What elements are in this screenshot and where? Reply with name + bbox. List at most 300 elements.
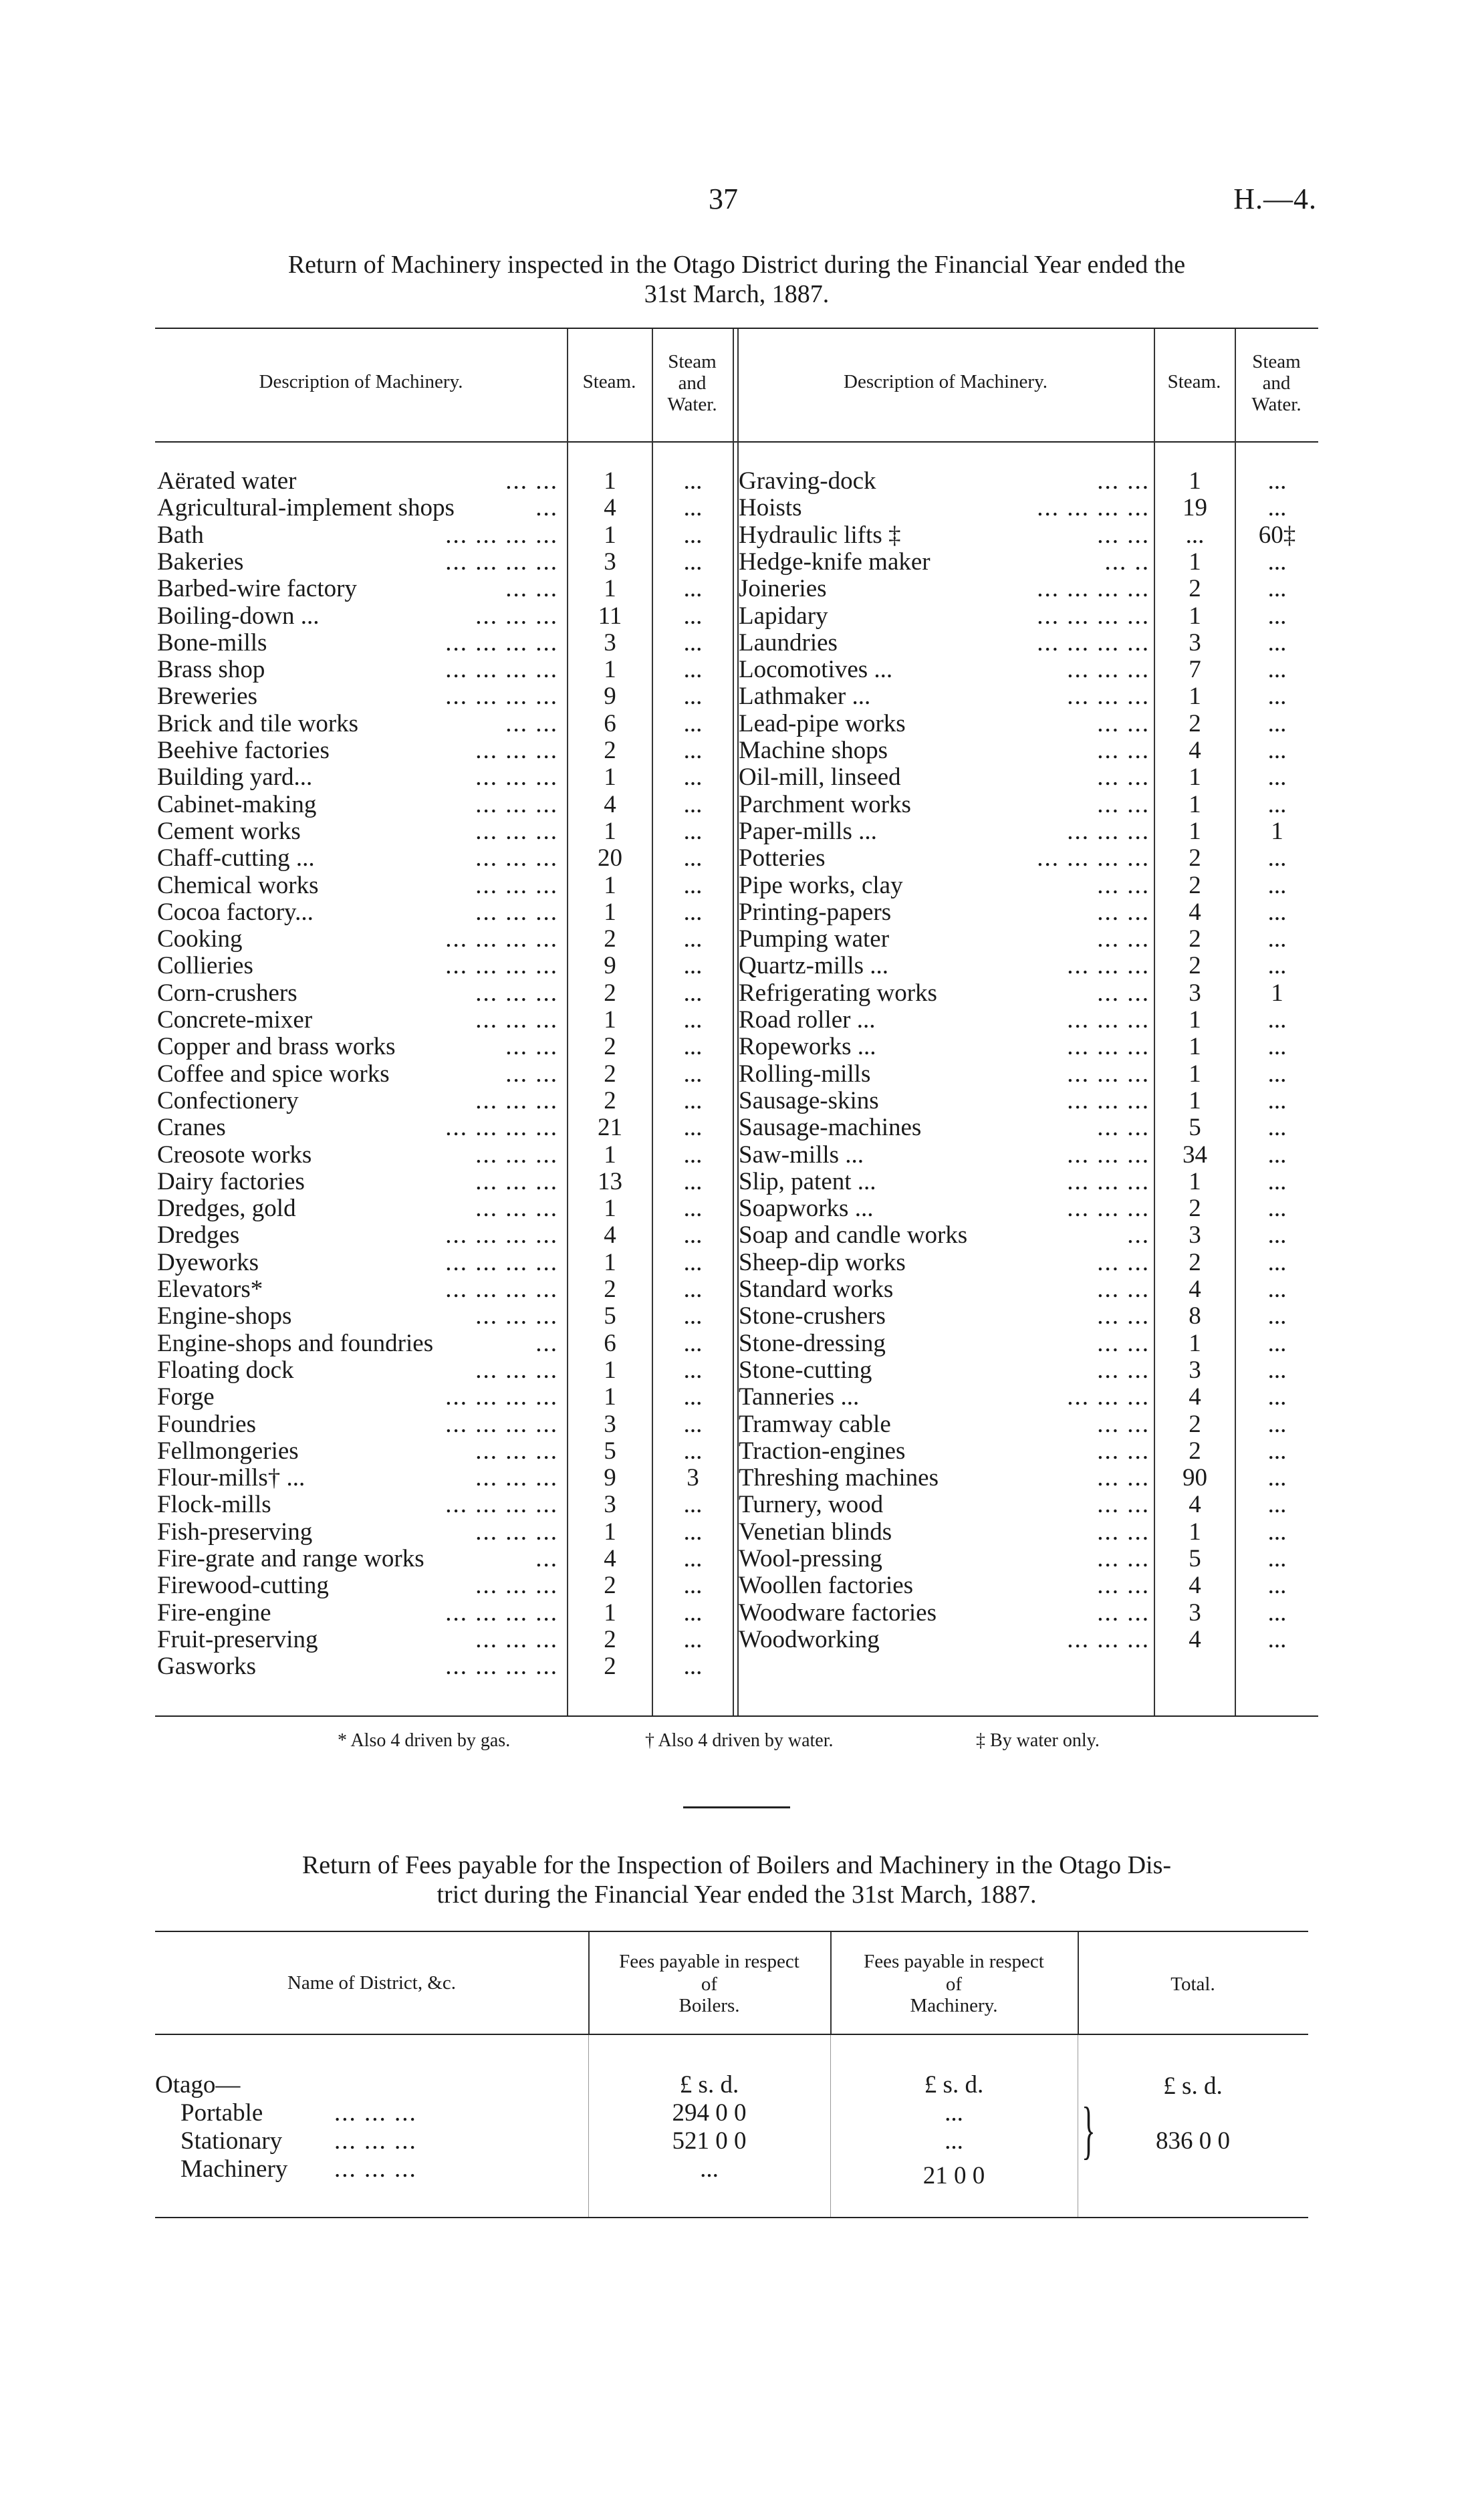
machinery-row: [0, 1465, 1484, 1492]
machinery-name: Potteries: [739, 844, 826, 872]
steam-and-water-count: ...: [683, 709, 703, 737]
steam-and-water-count: ...: [1267, 709, 1287, 737]
steam-count: 2: [604, 737, 616, 764]
machinery-name: Forge: [157, 1383, 215, 1411]
machinery-name: Paper-mills ...: [739, 817, 877, 845]
machinery-name: Bakeries: [157, 548, 244, 576]
machinery-name: Breweries: [157, 683, 257, 711]
steam-count: 2: [1189, 1437, 1201, 1465]
machinery-row: [0, 872, 1484, 899]
leader-dots: ... ... ...: [475, 898, 558, 926]
steam-and-water-count: ...: [1267, 1167, 1287, 1195]
leader-dots: ... ... ...: [475, 1167, 558, 1195]
leader-dots: ... ... ...: [1067, 1006, 1150, 1034]
steam-count: 90: [1183, 1464, 1207, 1492]
steam-count: 1: [1189, 1033, 1201, 1061]
steam-count: 1: [604, 1006, 616, 1034]
leader-dots: ...: [535, 494, 558, 522]
leader-dots: ... ... ...: [475, 763, 558, 792]
steam-and-water-count: 1: [1271, 817, 1283, 845]
steam-and-water-count: ...: [1267, 1491, 1287, 1519]
machinery-name: Stone-dressing: [739, 1329, 886, 1357]
steam-and-water-count: ...: [1267, 1006, 1287, 1034]
leader-dots: ... ... ... ...: [445, 656, 558, 684]
machinery-name: Bone-mills: [157, 628, 267, 657]
leader-dots: ... ...: [1097, 1276, 1150, 1303]
steam-count: 4: [1189, 737, 1201, 764]
leader-dots: ... ... ... ...: [445, 683, 558, 711]
leader-dots: ... ... ... ...: [445, 521, 558, 549]
leader-dots: ... ... ... ...: [445, 628, 558, 657]
machinery-name: Flour-mills† ...: [157, 1464, 305, 1492]
steam-count: 4: [604, 1545, 616, 1572]
steam-and-water-count: ...: [683, 575, 703, 603]
steam-and-water-count: ...: [683, 1598, 703, 1627]
machinery-name: Locomotives ...: [739, 656, 893, 684]
leader-dots: ... ... ...: [475, 1006, 558, 1034]
machinery-name: Beehive factories: [157, 737, 330, 764]
steam-and-water-count: 3: [687, 1464, 699, 1492]
steam-count: 1: [604, 656, 616, 684]
page-reference: H.—4.: [1233, 183, 1317, 215]
leader-dots: ... ...: [1097, 1410, 1150, 1438]
leader-dots: ... ... ... ...: [445, 1598, 558, 1627]
steam-count: 9: [604, 1464, 616, 1492]
steam-and-water-count: ...: [683, 683, 703, 711]
leader-dots: ... ... ...: [475, 871, 558, 899]
machinery-name: Brick and tile works: [157, 709, 359, 737]
steam-count: 2: [1189, 1195, 1201, 1223]
machinery-row: [0, 1357, 1484, 1384]
leader-dots: ... ...: [505, 467, 558, 495]
machinery-name: Road roller ...: [739, 1006, 876, 1034]
leader-dots: ... ..: [1104, 548, 1150, 576]
steam-and-water-count: ...: [1267, 1598, 1287, 1627]
steam-and-water-count: ...: [683, 737, 703, 764]
leader-dots: ... ... ... ...: [445, 1410, 558, 1438]
machinery-row: [0, 953, 1484, 979]
leader-dots: ... ...: [1097, 1248, 1150, 1276]
leader-dots: ... ... ... ...: [445, 952, 558, 980]
machinery-row: [0, 468, 1484, 495]
machinery-name: Rolling-mills: [739, 1060, 871, 1088]
steam-count: 9: [604, 952, 616, 980]
machinery-name: Joineries: [739, 575, 827, 603]
steam-count: 1: [604, 871, 616, 899]
steam-and-water-count: ...: [683, 1572, 703, 1600]
steam-and-water-count: ...: [683, 1437, 703, 1465]
machinery-row: [0, 1222, 1484, 1249]
machinery-row: [0, 522, 1484, 549]
steam-and-water-count: ...: [1267, 494, 1287, 522]
steam-count: 1: [604, 1195, 616, 1223]
steam-count: 5: [604, 1437, 616, 1465]
leader-dots: ...: [535, 1545, 558, 1572]
steam-and-water-count: ...: [683, 817, 703, 845]
steam-count: 2: [1189, 952, 1201, 980]
leader-dots: ... ... ...: [475, 1356, 558, 1384]
steam-count: 7: [1189, 656, 1201, 684]
machinery-name: Fire-grate and range works: [157, 1545, 424, 1572]
leader-dots: ... ...: [505, 1033, 558, 1061]
steam-and-water-count: ...: [1267, 548, 1287, 576]
steam-and-water-count: ...: [683, 1329, 703, 1357]
steam-and-water-count: 60‡: [1258, 521, 1296, 549]
fees-currency-total: £ s. d.: [1163, 2072, 1223, 2100]
steam-count: 21: [598, 1114, 622, 1142]
steam-count: 4: [604, 494, 616, 522]
machinery-row: [0, 1600, 1484, 1627]
steam-and-water-count: ...: [1267, 575, 1287, 603]
steam-count: 1: [1189, 683, 1201, 711]
machinery-row: [0, 1114, 1484, 1141]
steam-count: 1: [1189, 1518, 1201, 1546]
steam-and-water-count: ...: [683, 1060, 703, 1088]
machinery-row: [0, 764, 1484, 791]
steam-count: 1: [1189, 467, 1201, 495]
steam-count: 1: [1189, 817, 1201, 845]
steam-count: 1: [604, 817, 616, 845]
leader-dots: ... ...: [1097, 898, 1150, 926]
fees-row-boilers: 294 0 0: [672, 2099, 747, 2127]
steam-and-water-count: ...: [683, 871, 703, 899]
steam-count: 3: [1189, 628, 1201, 657]
steam-and-water-count: ...: [683, 1006, 703, 1034]
footnote-dagger: † Also 4 driven by water.: [645, 1730, 834, 1751]
steam-count: 6: [604, 1329, 616, 1357]
steam-and-water-count: ...: [683, 1114, 703, 1142]
leader-dots: ... ... ...: [1067, 1141, 1150, 1169]
leader-dots: ... ... ... ...: [1037, 844, 1150, 872]
machinery-top-rule: [155, 328, 1318, 329]
steam-count: 1: [604, 1518, 616, 1546]
leader-dots: ... ... ...: [1067, 1195, 1150, 1223]
steam-count: 1: [604, 575, 616, 603]
steam-count: 4: [1189, 1383, 1201, 1411]
machinery-row: [0, 1330, 1484, 1357]
machinery-name: Parchment works: [739, 790, 911, 818]
fees-title-line1: Return of Fees payable for the Inspection of Boilers and Machinery in the Otago Dis-: [301, 1851, 1172, 1879]
machinery-name: Dairy factories: [157, 1167, 305, 1195]
steam-count: 1: [604, 1356, 616, 1384]
steam-and-water-count: ...: [1267, 683, 1287, 711]
machinery-row: [0, 1492, 1484, 1518]
fees-row-boilers: 521 0 0: [672, 2127, 747, 2155]
steam-and-water-count: ...: [683, 898, 703, 926]
steam-and-water-count: ...: [683, 844, 703, 872]
steam-and-water-count: ...: [1267, 1518, 1287, 1546]
machinery-row: [0, 1572, 1484, 1599]
machinery-name: Chaff-cutting ...: [157, 844, 315, 872]
machinery-name: Refrigerating works: [739, 979, 937, 1007]
leader-dots: ... ... ... ...: [1037, 602, 1150, 630]
machinery-name: Tramway cable: [739, 1410, 891, 1438]
steam-count: 1: [604, 1248, 616, 1276]
fees-row-name: Portable: [180, 2099, 263, 2127]
leader-dots: ... ... ...: [475, 1302, 558, 1330]
machinery-name: Printing-papers: [739, 898, 892, 926]
machinery-name: Engine-shops and foundries: [157, 1329, 434, 1357]
machinery-name: Dredges: [157, 1221, 240, 1249]
leader-dots: ... ...: [1097, 1518, 1150, 1546]
leader-dots: ... ... ... ...: [1037, 494, 1150, 522]
steam-and-water-count: ...: [683, 467, 703, 495]
machinery-name: Dredges, gold: [157, 1195, 296, 1223]
machinery-name: Confectionery: [157, 1086, 299, 1114]
leader-dots: ...: [535, 1329, 558, 1357]
steam-and-water-count: ...: [683, 790, 703, 818]
machinery-name: Sausage-skins: [739, 1086, 879, 1114]
col-header-steam-right: Steam.: [1167, 371, 1221, 392]
leader-dots: ... ... ...: [475, 1086, 558, 1114]
steam-count: 4: [1189, 1276, 1201, 1303]
steam-and-water-count: ...: [1267, 1276, 1287, 1303]
steam-and-water-count: ...: [683, 602, 703, 630]
machinery-name: Cooking: [157, 925, 243, 953]
leader-dots: ... ... ... ...: [1037, 628, 1150, 657]
steam-count: 1: [1189, 763, 1201, 792]
leader-dots: ... ... ...: [475, 1195, 558, 1223]
steam-and-water-count: ...: [683, 656, 703, 684]
steam-and-water-count: ...: [1267, 656, 1287, 684]
machinery-row: [0, 549, 1484, 576]
machinery-row: [0, 495, 1484, 521]
steam-and-water-count: ...: [683, 1276, 703, 1303]
machinery-row: [0, 899, 1484, 926]
steam-count: 13: [598, 1167, 622, 1195]
steam-and-water-count: ...: [1267, 1625, 1287, 1653]
steam-and-water-count: ...: [1267, 790, 1287, 818]
fees-row-leader-dots: ... ... ...: [334, 2127, 417, 2155]
steam-count: 4: [1189, 1625, 1201, 1653]
col-header-steam-water-2: and: [678, 372, 707, 394]
machinery-name: Laundries: [739, 628, 838, 657]
steam-count: 1: [1189, 1329, 1201, 1357]
fees-row-machinery: 21 0 0: [922, 2162, 985, 2189]
steam-and-water-count: ...: [683, 628, 703, 657]
footnote-star: * Also 4 driven by gas.: [338, 1730, 511, 1751]
machinery-row: [0, 926, 1484, 953]
machinery-name: Wool-pressing: [739, 1545, 882, 1572]
machinery-name: Building yard...: [157, 763, 313, 792]
leader-dots: ... ... ...: [475, 1625, 558, 1653]
steam-count: 34: [1183, 1141, 1207, 1169]
steam-and-water-count: ...: [683, 979, 703, 1007]
steam-count: 3: [604, 548, 616, 576]
steam-count: 11: [598, 602, 622, 630]
col-header-steam-water-3: Water.: [667, 394, 717, 415]
leader-dots: ... ... ...: [475, 979, 558, 1007]
steam-count: 1: [1189, 1060, 1201, 1088]
leader-dots: ... ... ...: [1067, 1625, 1150, 1653]
steam-count: 2: [604, 1060, 616, 1088]
steam-count: 1: [1189, 1086, 1201, 1114]
fees-row-leader-dots: ... ... ...: [334, 2155, 417, 2183]
leader-dots: ... ...: [1097, 1572, 1150, 1600]
steam-and-water-count: ...: [1267, 925, 1287, 953]
leader-dots: ... ... ...: [475, 817, 558, 845]
leader-dots: ... ...: [1097, 1545, 1150, 1572]
steam-count: 9: [604, 683, 616, 711]
machinery-name: Cement works: [157, 817, 301, 845]
steam-and-water-count: ...: [683, 1248, 703, 1276]
steam-and-water-count: 1: [1271, 979, 1283, 1007]
fees-bottom-rule: [155, 2217, 1308, 2218]
machinery-name: Quartz-mills ...: [739, 952, 889, 980]
machinery-name: Standard works: [739, 1276, 894, 1303]
leader-dots: ... ... ...: [475, 602, 558, 630]
steam-and-water-count: ...: [1267, 602, 1287, 630]
machinery-row: [0, 657, 1484, 683]
leader-dots: ... ...: [1097, 1302, 1150, 1330]
steam-and-water-count: ...: [683, 763, 703, 792]
steam-count: 2: [604, 1086, 616, 1114]
machinery-name: Woollen factories: [739, 1572, 914, 1600]
steam-and-water-count: ...: [1267, 1141, 1287, 1169]
steam-count: 5: [1189, 1114, 1201, 1142]
leader-dots: ... ... ... ...: [445, 925, 558, 953]
machinery-row: [0, 980, 1484, 1007]
machinery-row: [0, 1303, 1484, 1330]
leader-dots: ... ... ...: [475, 1437, 558, 1465]
steam-and-water-count: ...: [683, 1221, 703, 1249]
machinery-name: Cabinet-making: [157, 790, 317, 818]
steam-and-water-count: ...: [1267, 1464, 1287, 1492]
leader-dots: ... ... ...: [475, 1141, 558, 1169]
steam-and-water-count: ...: [1267, 1060, 1287, 1088]
machinery-name: Woodworking: [739, 1625, 880, 1653]
steam-and-water-count: ...: [683, 925, 703, 953]
machinery-name: Saw-mills ...: [739, 1141, 864, 1169]
machinery-name: Slip, patent ...: [739, 1167, 876, 1195]
machinery-row: [0, 1546, 1484, 1572]
col-header-steam-water-right-3: Water.: [1251, 394, 1302, 415]
machinery-name: Elevators*: [157, 1276, 263, 1303]
steam-count: 2: [1189, 1410, 1201, 1438]
steam-count: 4: [1189, 1491, 1201, 1519]
leader-dots: ... ...: [1097, 737, 1150, 764]
machinery-name: Oil-mill, linseed: [739, 763, 901, 792]
machinery-name: Fellmongeries: [157, 1437, 299, 1465]
machinery-name: Corn-crushers: [157, 979, 297, 1007]
leader-dots: ... ... ...: [1067, 1060, 1150, 1088]
machinery-header-rule: [155, 441, 1318, 443]
steam-and-water-count: ...: [1267, 1545, 1287, 1572]
leader-dots: ... ...: [1097, 1598, 1150, 1627]
steam-and-water-count: ...: [1267, 1572, 1287, 1600]
machinery-name: Stone-cutting: [739, 1356, 872, 1384]
steam-count: 5: [1189, 1545, 1201, 1572]
machinery-name: Aërated water: [157, 467, 297, 495]
steam-count: 1: [1189, 1167, 1201, 1195]
machinery-title-line1: Return of Machinery inspected in the Otago District during the Financial Year ended the: [287, 251, 1186, 279]
steam-and-water-count: ...: [683, 1653, 703, 1681]
steam-count: 2: [604, 1276, 616, 1303]
leader-dots: ... ...: [1097, 871, 1150, 899]
machinery-name: Sheep-dip works: [739, 1248, 906, 1276]
steam-and-water-count: ...: [1267, 467, 1287, 495]
leader-dots: ... ... ...: [1067, 952, 1150, 980]
fees-col-district: Name of District, &c.: [287, 1972, 457, 1994]
steam-count: 1: [1189, 1006, 1201, 1034]
steam-count: 3: [604, 1410, 616, 1438]
col-header-description-right: Description of Machinery.: [844, 371, 1047, 392]
steam-and-water-count: ...: [1267, 1195, 1287, 1223]
machinery-name: Boiling-down ...: [157, 602, 320, 630]
steam-count: 2: [1189, 575, 1201, 603]
steam-and-water-count: ...: [683, 521, 703, 549]
machinery-row: [0, 1195, 1484, 1222]
machinery-row: [0, 1276, 1484, 1303]
steam-count: 2: [604, 1033, 616, 1061]
machinery-name: Firewood-cutting: [157, 1572, 329, 1600]
steam-and-water-count: ...: [683, 494, 703, 522]
machinery-row: [0, 1384, 1484, 1411]
machinery-name: Lead-pipe works: [739, 709, 906, 737]
steam-count: 2: [1189, 709, 1201, 737]
machinery-row: [0, 1438, 1484, 1465]
fees-title-line2: trict during the Financial Year ended the 31st March, 1887.: [437, 1881, 1037, 1909]
machinery-name: Sausage-machines: [739, 1114, 922, 1142]
steam-and-water-count: ...: [683, 1033, 703, 1061]
leader-dots: ... ... ...: [475, 1518, 558, 1546]
leader-dots: ... ...: [1097, 790, 1150, 818]
machinery-row: [0, 1088, 1484, 1114]
machinery-row: [0, 1007, 1484, 1034]
fees-total-brace: }: [1082, 2094, 1096, 2165]
steam-and-water-count: ...: [1267, 1302, 1287, 1330]
machinery-name: Agricultural-implement shops: [157, 494, 455, 522]
col-header-steam-water-right-2: and: [1262, 372, 1291, 394]
fees-col-machinery-1: Fees payable in respect: [864, 1951, 1044, 1972]
fees-currency-machinery: £ s. d.: [924, 2071, 984, 2099]
steam-and-water-count: ...: [1267, 844, 1287, 872]
leader-dots: ... ...: [1097, 521, 1150, 549]
steam-and-water-count: ...: [683, 1518, 703, 1546]
col-header-steam-water-right-1: Steam: [1252, 351, 1301, 372]
steam-count: 4: [1189, 1572, 1201, 1600]
machinery-row: [0, 576, 1484, 602]
leader-dots: ... ... ...: [1067, 683, 1150, 711]
machinery-row: [0, 792, 1484, 818]
leader-dots: ... ...: [505, 575, 558, 603]
machinery-name: Flock-mills: [157, 1491, 271, 1519]
machinery-name: Floating dock: [157, 1356, 294, 1384]
steam-and-water-count: ...: [1267, 898, 1287, 926]
steam-count: 2: [1189, 871, 1201, 899]
machinery-row: [0, 1627, 1484, 1653]
machinery-name: Fire-engine: [157, 1598, 271, 1627]
steam-count: 1: [604, 1141, 616, 1169]
steam-and-water-count: ...: [1267, 1114, 1287, 1142]
leader-dots: ... ...: [1097, 979, 1150, 1007]
fees-row-name: Stationary: [180, 2127, 283, 2155]
fees-col-boilers-3: Boilers.: [678, 1995, 740, 2016]
steam-count: 1: [604, 1383, 616, 1411]
machinery-name: Creosote works: [157, 1141, 312, 1169]
steam-count: ...: [1185, 521, 1205, 549]
steam-count: 8: [1189, 1302, 1201, 1330]
leader-dots: ... ... ... ...: [445, 1276, 558, 1303]
fees-row-leader-dots: ... ... ...: [334, 2099, 417, 2127]
machinery-name: Ropeworks ...: [739, 1033, 876, 1061]
leader-dots: ... ... ... ...: [445, 1114, 558, 1142]
machinery-name: Threshing machines: [739, 1464, 939, 1492]
machinery-name: Fish-preserving: [157, 1518, 313, 1546]
leader-dots: ... ... ...: [1067, 817, 1150, 845]
machinery-name: Foundries: [157, 1410, 256, 1438]
machinery-row: [0, 1411, 1484, 1438]
